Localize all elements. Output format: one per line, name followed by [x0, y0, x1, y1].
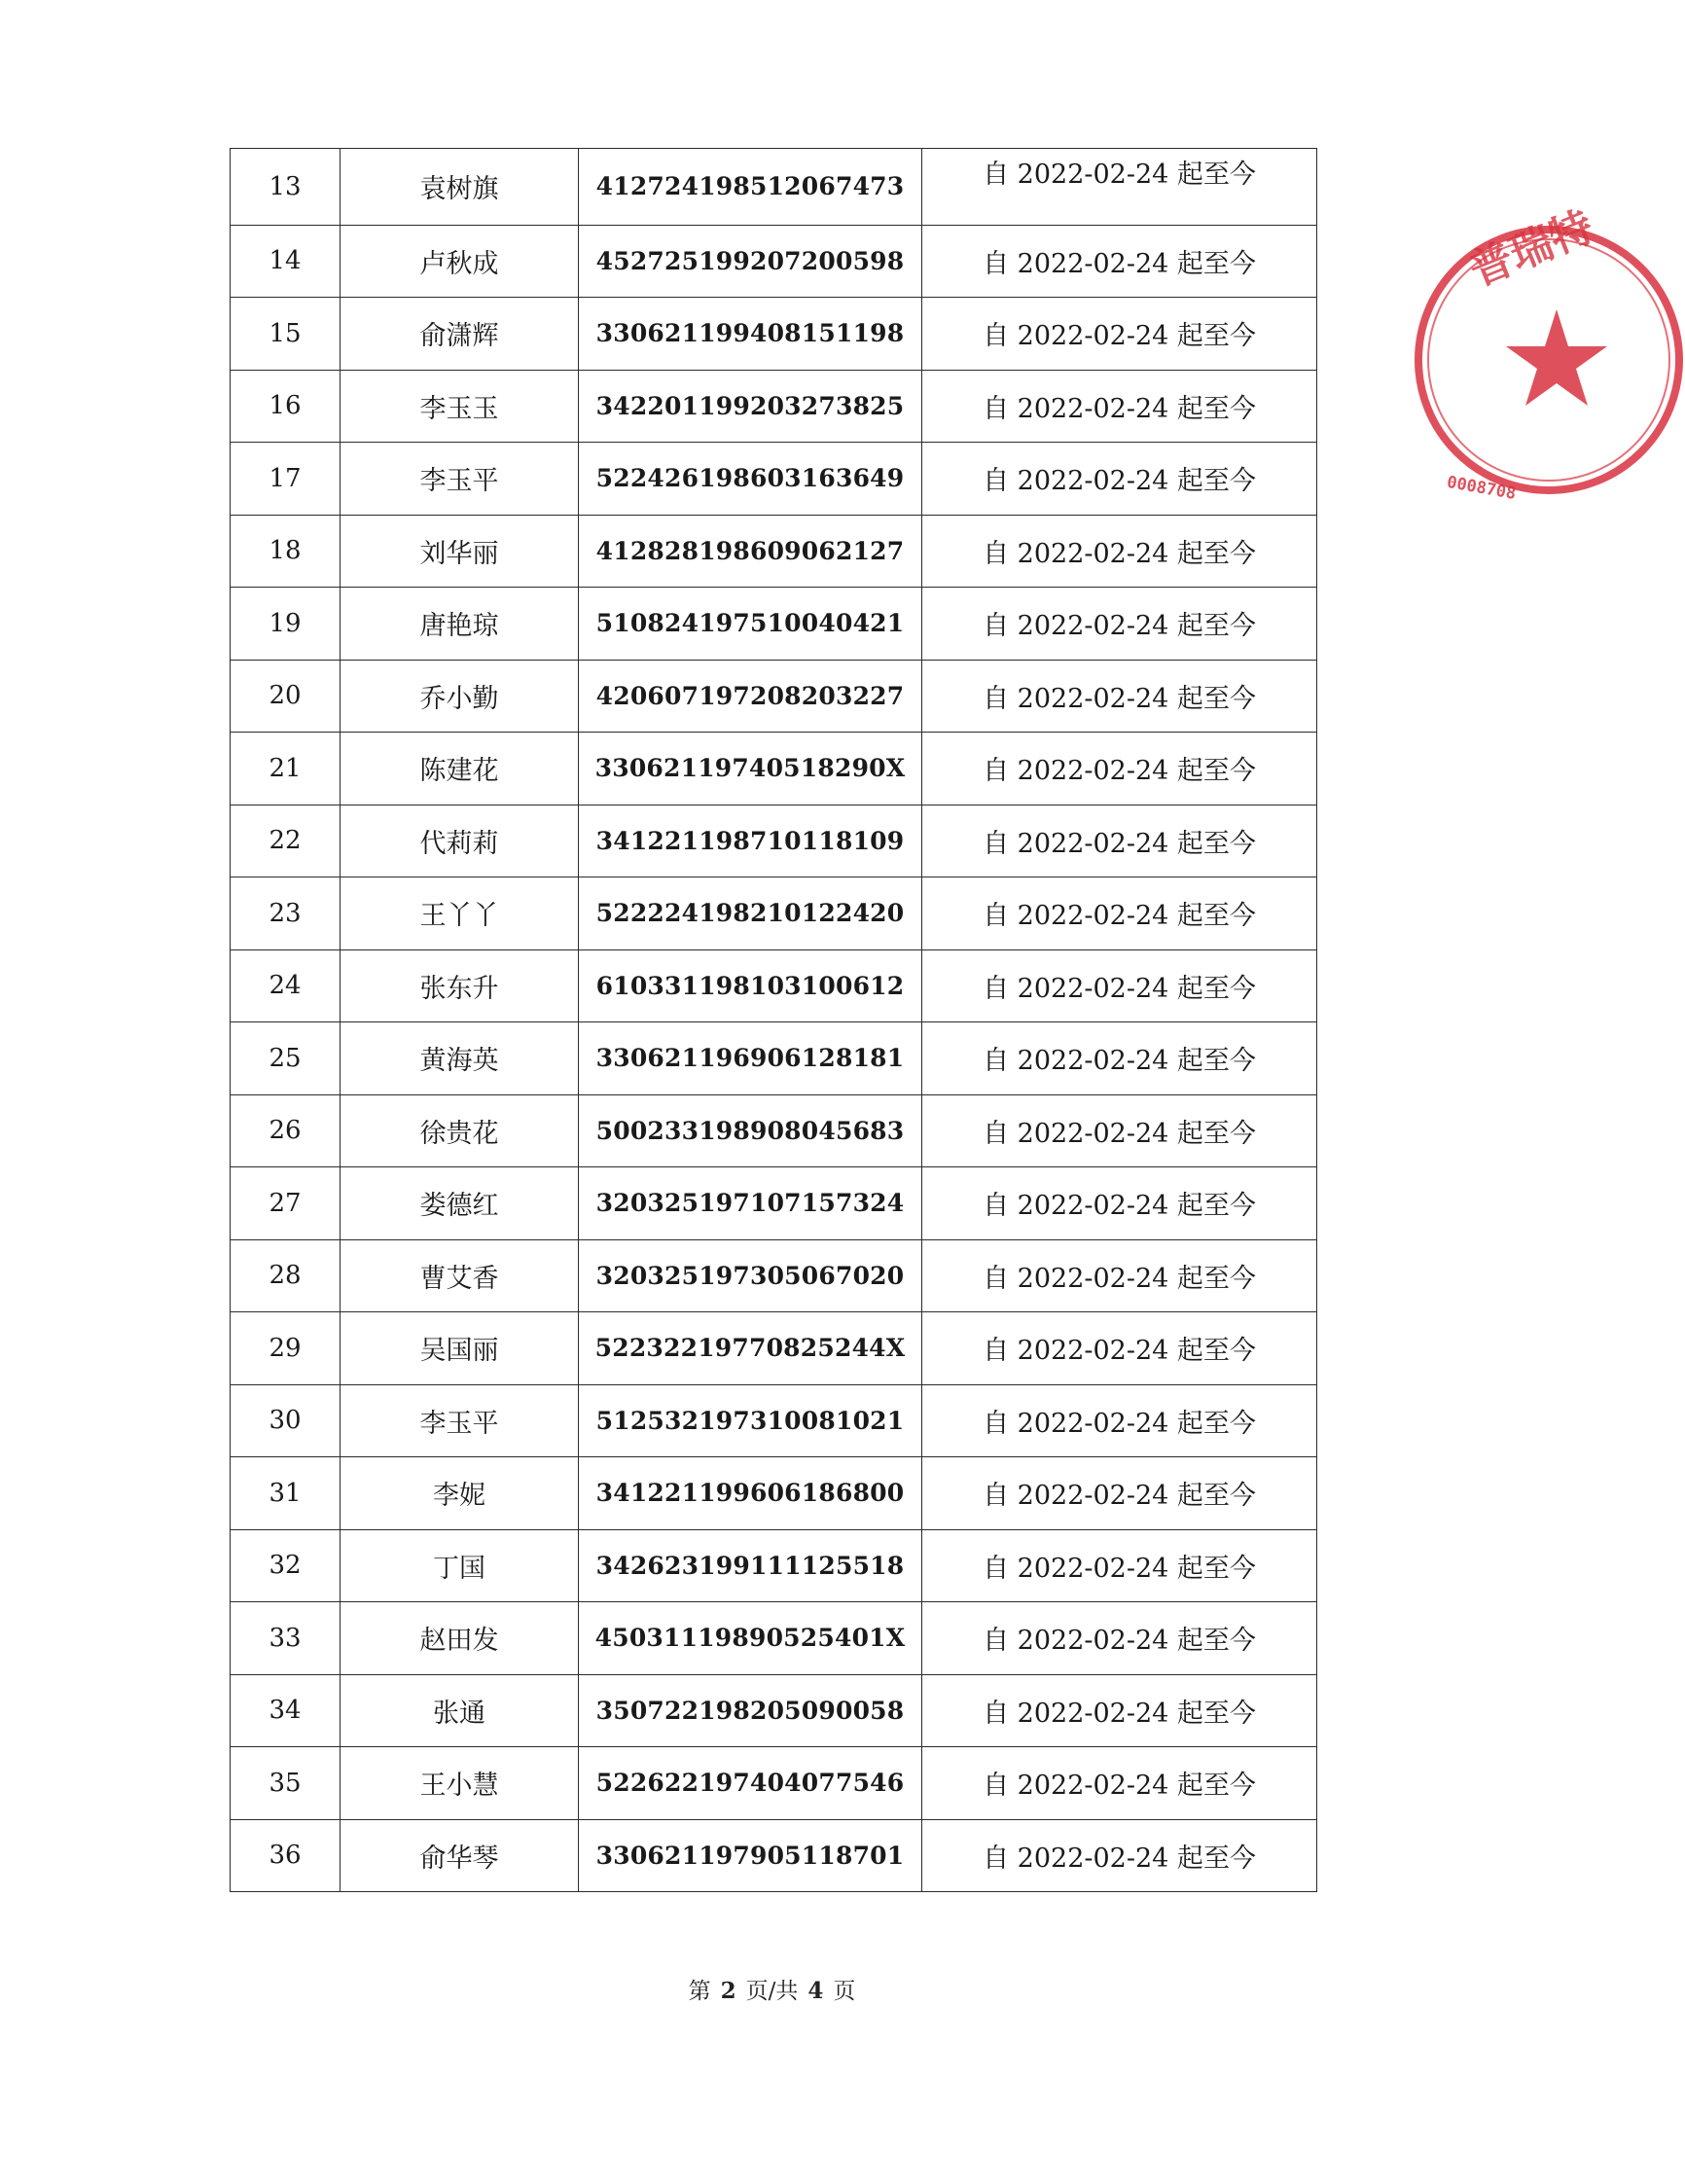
id-number: 320325197107157324	[579, 1167, 922, 1240]
row-number: 17	[231, 443, 341, 516]
employment-period: 自 2022-02-24 起至今	[922, 1674, 1317, 1747]
row-number: 35	[231, 1747, 341, 1820]
table-row	[231, 949, 1317, 1022]
seal-text: 普瑞特	[1462, 201, 1601, 297]
person-name: 刘华丽	[341, 515, 579, 588]
employment-period: 自 2022-02-24 起至今	[922, 1022, 1317, 1095]
id-number: 342623199111125518	[579, 1529, 922, 1602]
person-name: 张通	[341, 1674, 579, 1747]
person-name: 李玉平	[341, 443, 579, 516]
table-row	[231, 1529, 1317, 1602]
person-name: 李玉玉	[341, 370, 579, 443]
seal-star-icon	[1506, 309, 1607, 406]
employment-period: 自 2022-02-24 起至今	[922, 877, 1317, 950]
current-page-number: 2	[720, 1978, 736, 2004]
row-number: 21	[231, 733, 341, 806]
id-number: 452725199207200598	[579, 225, 922, 298]
id-number: 350722198205090058	[579, 1674, 922, 1747]
row-number: 20	[231, 660, 341, 733]
employment-period: 自 2022-02-24 起至今	[922, 515, 1317, 588]
table-row	[231, 1747, 1317, 1820]
table-row	[231, 1094, 1317, 1167]
table-row	[231, 1022, 1317, 1095]
row-number: 16	[231, 370, 341, 443]
footer-prefix: 第	[688, 1979, 711, 2004]
row-number: 26	[231, 1094, 341, 1167]
row-number: 22	[231, 805, 341, 877]
row-number: 34	[231, 1674, 341, 1747]
employment-period: 自 2022-02-24 起至今	[922, 1167, 1317, 1240]
table-row	[231, 1674, 1317, 1747]
person-name: 卢秋成	[341, 225, 579, 298]
table-row	[231, 370, 1317, 443]
row-number: 32	[231, 1529, 341, 1602]
person-name: 丁国	[341, 1529, 579, 1602]
person-name: 唐艳琼	[341, 588, 579, 661]
employment-period: 自 2022-02-24 起至今	[922, 1239, 1317, 1312]
person-name: 李玉平	[341, 1384, 579, 1457]
person-name: 徐贵花	[341, 1094, 579, 1167]
id-number: 33062119740518290X	[579, 733, 922, 806]
person-name: 王丫丫	[341, 877, 579, 950]
employment-period: 自 2022-02-24 起至今	[922, 949, 1317, 1022]
employment-period: 自 2022-02-24 起至今	[922, 660, 1317, 733]
employment-period: 自 2022-02-24 起至今	[922, 149, 1317, 226]
id-number: 412828198609062127	[579, 515, 922, 588]
employment-period: 自 2022-02-24 起至今	[922, 1312, 1317, 1385]
employment-period: 自 2022-02-24 起至今	[922, 225, 1317, 298]
id-number: 510824197510040421	[579, 588, 922, 661]
employment-period: 自 2022-02-24 起至今	[922, 805, 1317, 877]
person-name: 王小慧	[341, 1747, 579, 1820]
personnel-table-body	[231, 149, 1317, 1892]
row-number: 36	[231, 1819, 341, 1892]
person-name: 乔小勤	[341, 660, 579, 733]
row-number: 28	[231, 1239, 341, 1312]
row-number: 25	[231, 1022, 341, 1095]
employment-period: 自 2022-02-24 起至今	[922, 1529, 1317, 1602]
employment-period: 自 2022-02-24 起至今	[922, 1602, 1317, 1675]
id-number: 610331198103100612	[579, 949, 922, 1022]
employment-period: 自 2022-02-24 起至今	[922, 1747, 1317, 1820]
person-name: 俞潇辉	[341, 298, 579, 371]
footer-middle: 页/共	[745, 1979, 799, 2004]
person-name: 娄德红	[341, 1167, 579, 1240]
employment-period: 自 2022-02-24 起至今	[922, 443, 1317, 516]
table-row	[231, 660, 1317, 733]
id-number: 330621199408151198	[579, 298, 922, 371]
id-number: 52232219770825244X	[579, 1312, 922, 1385]
company-seal-stamp	[1413, 165, 1685, 555]
table-row	[231, 443, 1317, 516]
row-number: 31	[231, 1457, 341, 1530]
person-name: 张东升	[341, 949, 579, 1022]
table-row	[231, 149, 1317, 226]
person-name: 曹艾香	[341, 1239, 579, 1312]
row-number: 14	[231, 225, 341, 298]
id-number: 342201199203273825	[579, 370, 922, 443]
person-name: 李妮	[341, 1457, 579, 1530]
seal-number: 0008708	[1445, 472, 1518, 504]
table-row	[231, 733, 1317, 806]
id-number: 412724198512067473	[579, 149, 922, 226]
id-number: 512532197310081021	[579, 1384, 922, 1457]
table-row	[231, 1239, 1317, 1312]
id-number: 45031119890525401X	[579, 1602, 922, 1675]
id-number: 522426198603163649	[579, 443, 922, 516]
employment-period: 自 2022-02-24 起至今	[922, 733, 1317, 806]
id-number: 420607197208203227	[579, 660, 922, 733]
id-number: 522622197404077546	[579, 1747, 922, 1820]
person-name: 俞华琴	[341, 1819, 579, 1892]
page-footer	[0, 1973, 1544, 2005]
row-number: 13	[231, 149, 341, 226]
employment-period: 自 2022-02-24 起至今	[922, 588, 1317, 661]
employment-period: 自 2022-02-24 起至今	[922, 1819, 1317, 1892]
table-row	[231, 588, 1317, 661]
row-number: 23	[231, 877, 341, 950]
employment-period: 自 2022-02-24 起至今	[922, 370, 1317, 443]
person-name: 陈建花	[341, 733, 579, 806]
row-number: 29	[231, 1312, 341, 1385]
row-number: 19	[231, 588, 341, 661]
personnel-table	[230, 148, 1317, 1892]
person-name: 黄海英	[341, 1022, 579, 1095]
id-number: 320325197305067020	[579, 1239, 922, 1312]
table-row	[231, 805, 1317, 877]
id-number: 330621196906128181	[579, 1022, 922, 1095]
person-name: 吴国丽	[341, 1312, 579, 1385]
table-row	[231, 515, 1317, 588]
person-name: 袁树旗	[341, 149, 579, 226]
person-name: 赵田发	[341, 1602, 579, 1675]
employment-period: 自 2022-02-24 起至今	[922, 1457, 1317, 1530]
row-number: 27	[231, 1167, 341, 1240]
row-number: 18	[231, 515, 341, 588]
table-row	[231, 1602, 1317, 1675]
table-row	[231, 225, 1317, 298]
table-row	[231, 877, 1317, 950]
table-row	[231, 1384, 1317, 1457]
table-row	[231, 1312, 1317, 1385]
id-number: 341221198710118109	[579, 805, 922, 877]
employment-period: 自 2022-02-24 起至今	[922, 1094, 1317, 1167]
row-number: 30	[231, 1384, 341, 1457]
total-page-number: 4	[807, 1978, 824, 2004]
table-row	[231, 1457, 1317, 1530]
id-number: 522224198210122420	[579, 877, 922, 950]
employment-period: 自 2022-02-24 起至今	[922, 298, 1317, 371]
person-name: 代莉莉	[341, 805, 579, 877]
table-row	[231, 1167, 1317, 1240]
table-row	[231, 298, 1317, 371]
row-number: 24	[231, 949, 341, 1022]
row-number: 33	[231, 1602, 341, 1675]
id-number: 341221199606186800	[579, 1457, 922, 1530]
row-number: 15	[231, 298, 341, 371]
footer-suffix: 页	[833, 1979, 856, 2004]
id-number: 500233198908045683	[579, 1094, 922, 1167]
employment-period: 自 2022-02-24 起至今	[922, 1384, 1317, 1457]
table-row	[231, 1819, 1317, 1892]
id-number: 330621197905118701	[579, 1819, 922, 1892]
